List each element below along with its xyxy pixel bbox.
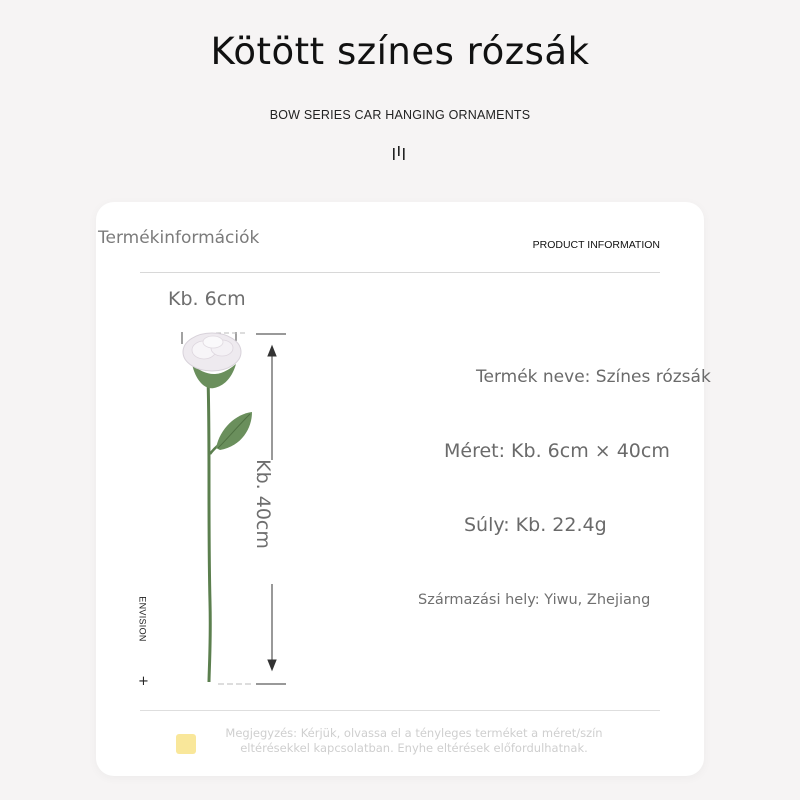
page-subtitle: BOW SERIES CAR HANGING ORNAMENTS [269,108,531,122]
arrow-down-icon [268,660,276,670]
note-icon [176,734,196,754]
width-label: Kb. 6cm [168,288,246,310]
plus-mark: + [138,674,149,689]
height-label-text: Kb. 40cm [252,459,275,549]
card-bottom-divider [140,710,660,711]
brand-vertical [133,594,153,644]
product-info-card [96,202,711,776]
divider-mark-icon [391,146,409,162]
card-title-en: PRODUCT INFORMATION [532,239,660,251]
rose-stem [208,378,210,682]
page-title: Kötött színes rózsák [210,30,590,73]
spec-product-name: Termék neve: Színes rózsák [476,367,711,387]
height-label [243,459,283,549]
spec-size: Méret: Kb. 6cm × 40cm [444,440,670,462]
card-title-hu: Termékinformációk [98,228,260,248]
spec-weight: Súly: Kb. 22.4g [464,514,607,536]
brand-vertical-text: ENVISION [138,596,149,642]
arrow-up-icon [268,346,276,356]
disclaimer-note: Megjegyzés: Kérjük, olvassa el a tényleges terméket a méret/szín eltérésekkel kapcsolatban. Enyhe eltérések előfordulhatnak. [225,726,603,755]
spec-origin: Származási hely: Yiwu, Zhejiang [418,592,651,608]
